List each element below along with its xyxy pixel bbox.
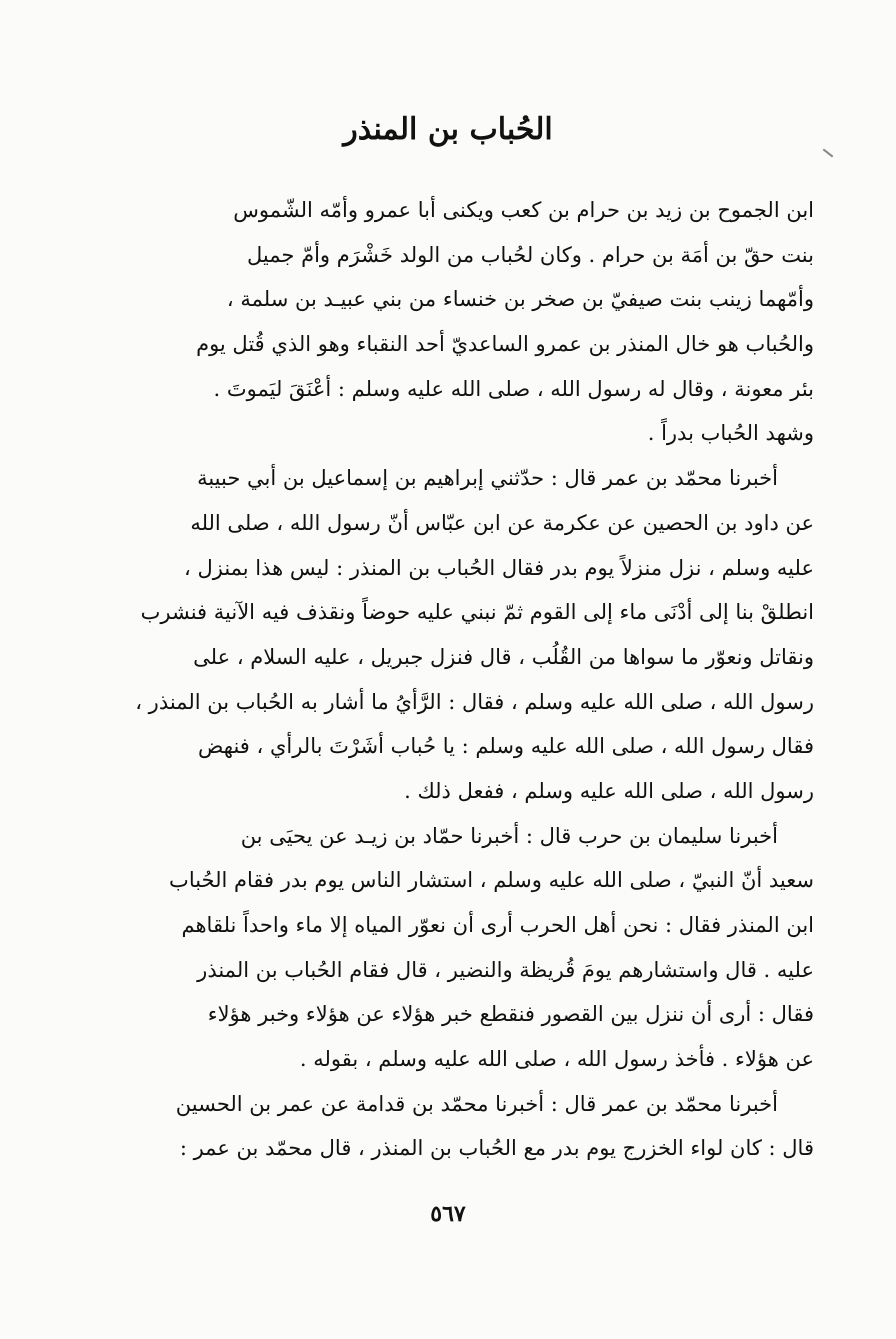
text-line: بئر معونة ، وقال له رسول الله ، صلى الله عليه وسلم : أعْنَقَ ليَموتَ . (213, 376, 814, 401)
text-line: وشهد الحُباب بدراً . (647, 421, 814, 446)
text-line: فقال : أرى أن ننزل بين القصور فنقطع خبر هؤلاء عن هؤلاء وخبر هؤلاء (207, 1002, 814, 1027)
paragraph-3 (82, 814, 814, 1082)
text-line: عن هؤلاء . فأخذ رسول الله ، صلى الله عليه وسلم ، بقوله . (299, 1047, 814, 1072)
body-text (82, 188, 814, 1171)
text-line: انطلقْ بنا إلى أدْنَى ماء إلى القوم ثمّ نبني عليه حوضاً ونقذف فيه الآنية فنشرب (140, 600, 814, 625)
text-line: أخبرنا سليمان بن حرب قال : أخبرنا حمّاد بن زيـد عن يحيَى بن (240, 823, 778, 848)
text-line: ابن الجموح بن زيد بن حرام بن كعب ويكنى أبا عمرو وأمّه الشّموس (233, 198, 814, 222)
paragraph-2 (82, 456, 814, 814)
text-line: رسول الله ، صلى الله عليه وسلم ، ففعل ذلك . (404, 778, 814, 803)
text-line: بنت حقّ بن أمَة بن حرام . وكان لحُباب من الولد خَشْرَم وأمّ جميل (247, 242, 814, 267)
text-line: أخبرنا محمّد بن عمر قال : حدّثني إبراهيم بن إسماعيل بن أبي حبيبة (197, 466, 778, 491)
text-line: ونقاتل ونعوّر ما سواها من القُلُب ، قال فنزل جبريل ، عليه السلام ، على (193, 644, 814, 669)
text-line: والحُباب هو خال المنذر بن عمرو الساعديّ أحد النقباء وهو الذي قُتل يوم (196, 332, 814, 357)
paragraph-4 (82, 1082, 814, 1171)
text-line: سعيد أنّ النبيّ ، صلى الله عليه وسلم ، استشار الناس يوم بدر فقام الحُباب (169, 868, 814, 893)
text-line: ابن المنذر فقال : نحن أهل الحرب أرى أن نعوّر المياه إلا ماء واحداً نلقاهم (181, 913, 814, 937)
paragraph-1 (82, 188, 814, 456)
text-line: عليه وسلم ، نزل منزلاً يوم بدر فقال الحُباب بن المنذر : ليس هذا بمنزل ، (184, 555, 814, 580)
page-number: ٥٦٧ (430, 1201, 466, 1227)
text-line: أخبرنا محمّد بن عمر قال : أخبرنا محمّد بن قدامة عن عمر بن الحسين (175, 1091, 778, 1116)
text-line: عليه . قال واستشارهم يومَ قُريظة والنضير ، قال فقام الحُباب بن المنذر (197, 957, 814, 982)
text-line: قال : كان لواء الخزرج يوم بدر مع الحُباب بن المنذر ، قال محمّد بن عمر : (179, 1136, 814, 1161)
chapter-heading: الحُباب بن المنذر (343, 112, 553, 147)
text-line: وأمّهما زينب بنت صيفيّ بن صخر بن خنساء من بني عبيـد بن سلمة ، (226, 287, 814, 312)
text-line: فقال رسول الله ، صلى الله عليه وسلم : يا حُباب أشَرْتَ بالرأي ، فنهض (198, 734, 814, 759)
text-line: عن داود بن الحصين عن عكرمة عن ابن عبّاس أنّ رسول الله ، صلى الله (190, 510, 814, 535)
text-line: رسول الله ، صلى الله عليه وسلم ، فقال : الرَّأيُ ما أشار به الحُباب بن المنذر ، (135, 689, 814, 714)
